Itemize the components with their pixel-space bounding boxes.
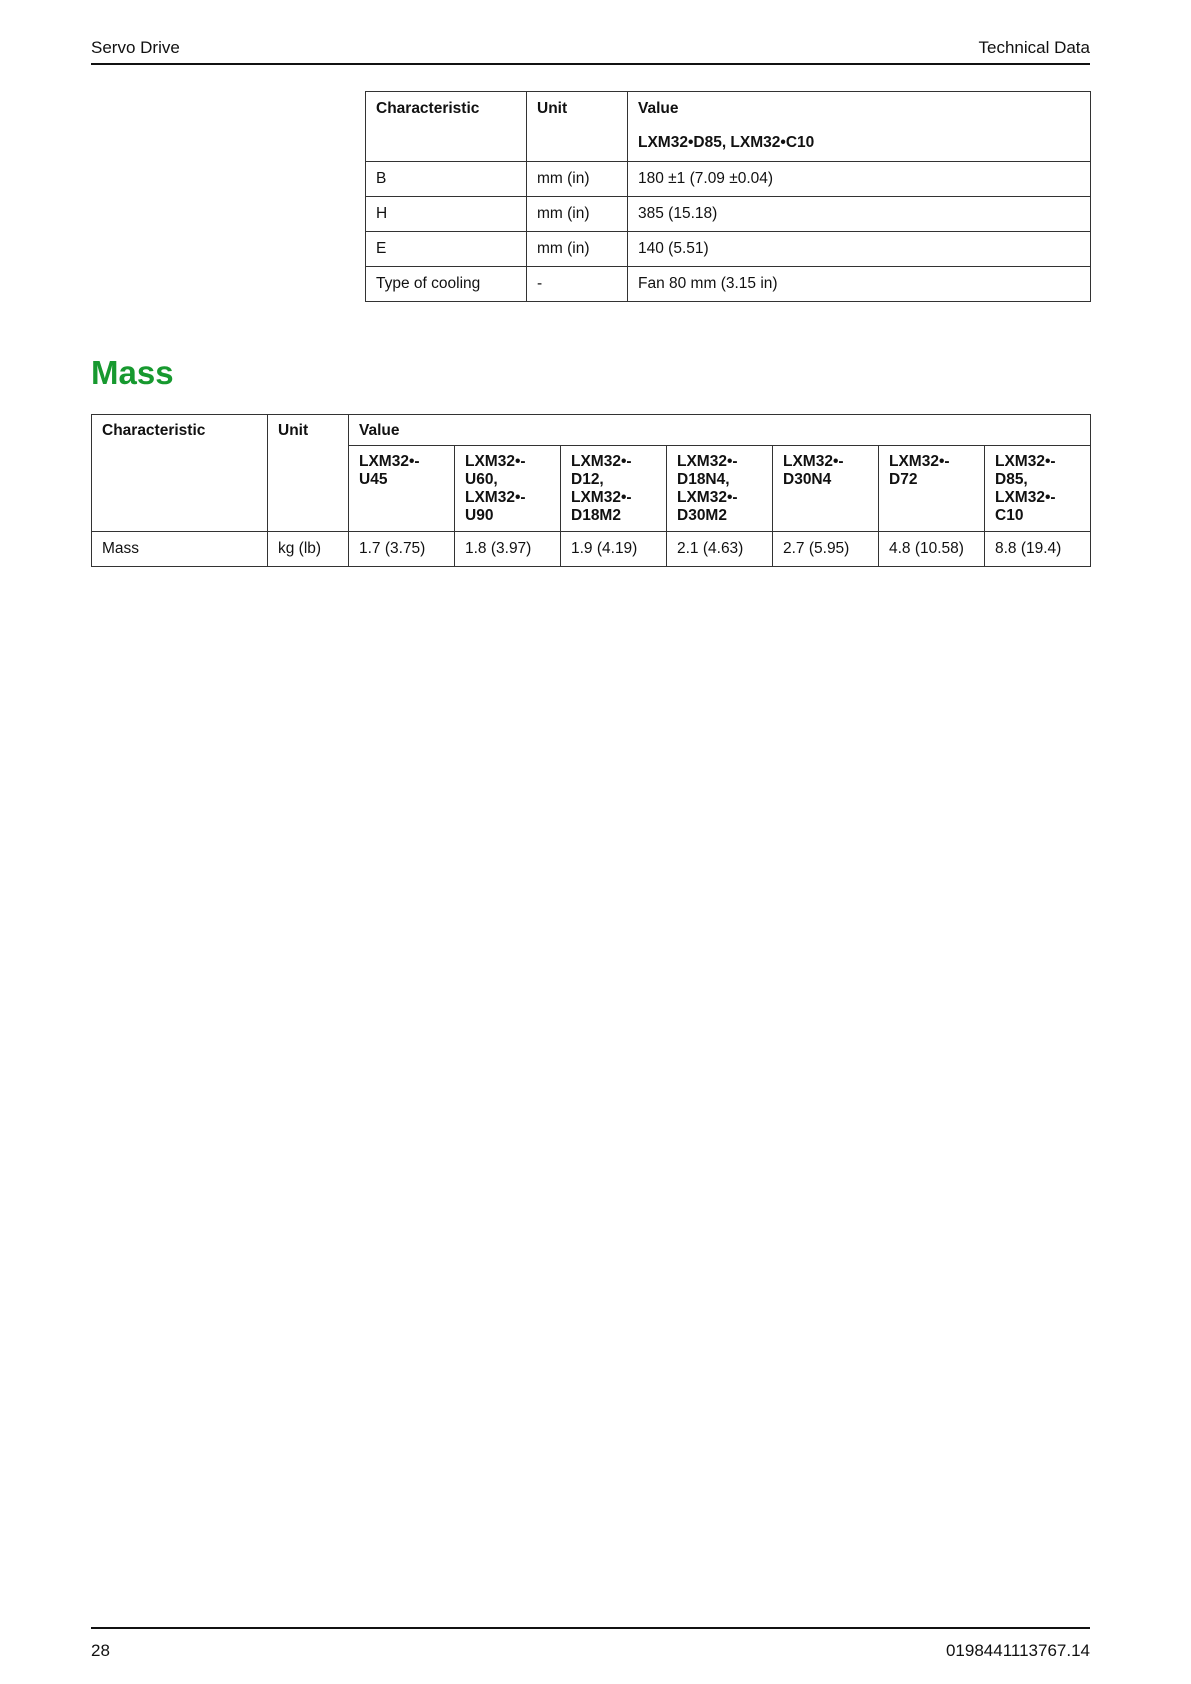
cell-unit: kg (lb) xyxy=(268,532,349,567)
cell-value: 1.7 (3.75) xyxy=(349,532,455,567)
header-value-label: Value xyxy=(638,100,679,117)
page-number: 28 xyxy=(91,1641,110,1660)
cell-value: 2.1 (4.63) xyxy=(667,532,773,567)
cell-value: Fan 80 mm (3.15 in) xyxy=(628,267,1091,302)
dimensions-table xyxy=(365,91,1091,302)
page-footer xyxy=(91,1627,1090,1659)
header-model: LXM32•- D12, LXM32•- D18M2 xyxy=(561,446,667,532)
section-title-mass: Mass xyxy=(91,354,174,391)
cell-unit: mm (in) xyxy=(527,232,628,267)
cell-value: 180 ±1 (7.09 ±0.04) xyxy=(628,162,1091,197)
mass-table xyxy=(91,414,1091,567)
header-unit: Unit xyxy=(527,92,628,162)
cell-value: 4.8 (10.58) xyxy=(879,532,985,567)
cell-characteristic: H xyxy=(366,197,527,232)
cell-value: 1.9 (4.19) xyxy=(561,532,667,567)
cell-characteristic: Mass xyxy=(92,532,268,567)
table-row xyxy=(366,267,1091,302)
table-row xyxy=(366,232,1091,267)
cell-value: 8.8 (19.4) xyxy=(985,532,1091,567)
cell-value: 1.8 (3.97) xyxy=(455,532,561,567)
header-model: LXM32•- D72 xyxy=(879,446,985,532)
header-model: LXM32•- D30N4 xyxy=(773,446,879,532)
table-header-row xyxy=(366,92,1091,162)
header-unit: Unit xyxy=(268,415,349,532)
cell-characteristic: E xyxy=(366,232,527,267)
cell-unit: mm (in) xyxy=(527,197,628,232)
cell-characteristic: Type of cooling xyxy=(366,267,527,302)
header-title-right: Technical Data xyxy=(978,38,1090,57)
cell-characteristic: B xyxy=(366,162,527,197)
cell-value: 140 (5.51) xyxy=(628,232,1091,267)
header-model: LXM32•- D85, LXM32•- C10 xyxy=(985,446,1091,532)
header-characteristic: Characteristic xyxy=(366,92,527,162)
header-value xyxy=(628,92,1091,162)
table-header-row xyxy=(92,415,1091,446)
header-characteristic: Characteristic xyxy=(92,415,268,532)
document-number: 0198441113767.14 xyxy=(945,1641,1090,1660)
header-title-left: Servo Drive xyxy=(91,38,180,57)
header-model: LXM32•- D18N4, LXM32•- D30M2 xyxy=(667,446,773,532)
header-value-models: LXM32•D85, LXM32•C10 xyxy=(638,134,815,151)
page-header xyxy=(91,36,1090,65)
table-row xyxy=(366,197,1091,232)
cell-unit: - xyxy=(527,267,628,302)
header-value: Value xyxy=(349,415,1091,446)
header-model: LXM32•- U60, LXM32•- U90 xyxy=(455,446,561,532)
header-model: LXM32•- U45 xyxy=(349,446,455,532)
table-row xyxy=(92,532,1091,567)
cell-value: 385 (15.18) xyxy=(628,197,1091,232)
cell-unit: mm (in) xyxy=(527,162,628,197)
table-row xyxy=(366,162,1091,197)
cell-value: 2.7 (5.95) xyxy=(773,532,879,567)
